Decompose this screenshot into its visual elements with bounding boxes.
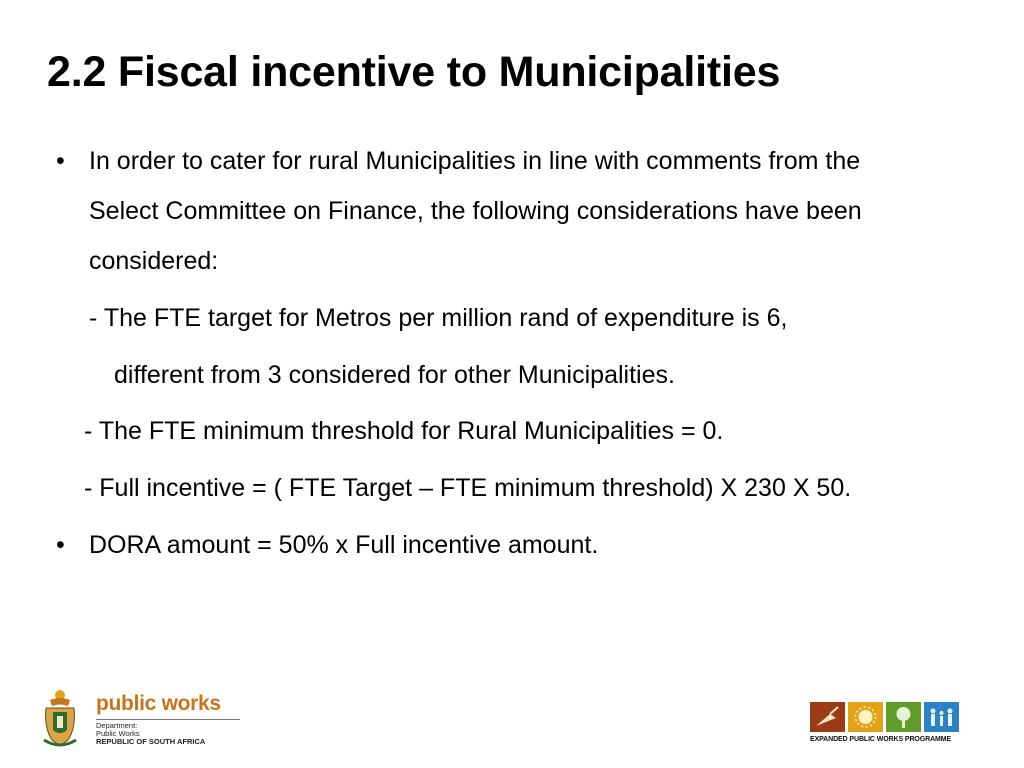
bullet-1-line-1: In order to cater for rural Municipalities in line with comments from the [89, 147, 861, 175]
country-name: REPUBLIC OF SOUTH AFRICA [96, 737, 206, 746]
department-label: Department: [96, 721, 138, 730]
trowel-icon [810, 702, 845, 732]
bullet-1-line-3: considered: [89, 247, 219, 275]
sub-point-metros-target: - The FTE target for Metros per million rand of expenditure is 6, [89, 304, 788, 332]
bullet-marker: • [56, 531, 65, 559]
epwp-logo [810, 702, 960, 748]
bullet-2-text: DORA amount = 50% x Full incentive amount. [89, 531, 599, 559]
sub-point-metros-target-cont: different from 3 considered for other Municipalities. [114, 361, 675, 389]
bullet-1-line-2: Select Committee on Finance, the following considerations have been [89, 197, 862, 225]
sub-point-min-threshold: - The FTE minimum threshold for Rural Municipalities = 0. [84, 417, 724, 445]
sun-icon [848, 702, 883, 732]
bullet-1-text [89, 136, 989, 286]
public-works-name: public works [96, 692, 221, 715]
public-works-logo [40, 688, 230, 750]
bullet-marker: • [56, 147, 65, 175]
coat-of-arms-icon [40, 688, 80, 750]
logo-divider [96, 719, 240, 720]
slide-title: 2.2 Fiscal incentive to Municipalities [47, 48, 781, 96]
tree-icon [886, 702, 921, 732]
family-icon [924, 702, 959, 732]
department-name: Public Works [96, 729, 140, 738]
epwp-name: EXPANDED PUBLIC WORKS PROGRAMME [810, 736, 952, 743]
sub-point-full-incentive: - Full incentive = ( FTE Target – FTE minimum threshold) X 230 X 50. [84, 474, 852, 502]
